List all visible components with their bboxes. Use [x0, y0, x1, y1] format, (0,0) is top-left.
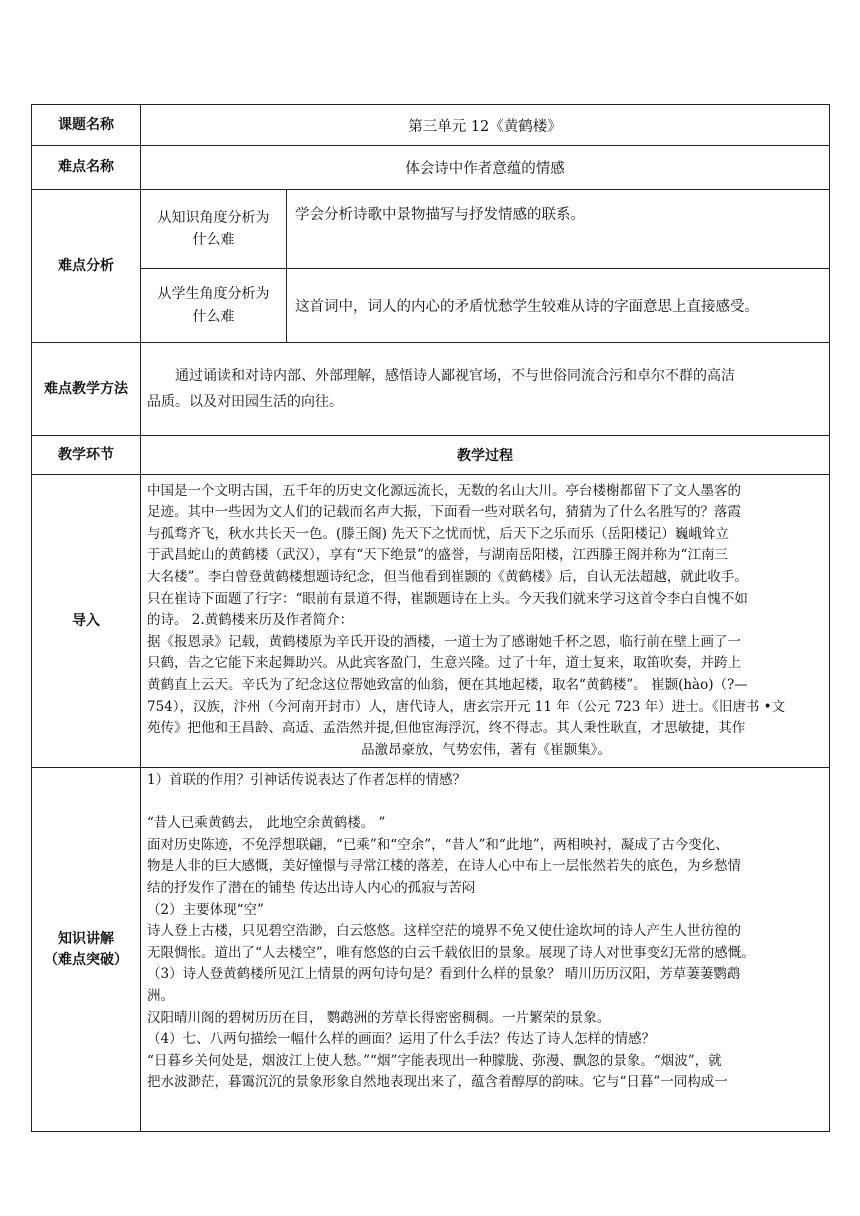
knowledge-line: （4）七、八两句描绘一幅什么样的画面？运用了什么手法？传达了诗人怎样的情感？ — [147, 1031, 656, 1048]
intro-line: 据《报恩录》记载，黄鹤楼原为辛氏开设的酒楼，一道士为了感谢她千杯之恩，临行前在壁上画了一 — [147, 633, 741, 650]
topic-label: 课题名称 — [32, 105, 141, 146]
intro-line: 黄鹤直上云天。辛氏为了纪念这位帮她致富的仙翁，便在其地起楼，取名“黄鹤楼”。 崔颢(hào)（?— — [147, 676, 748, 693]
row-topic — [32, 105, 830, 146]
analysis-student-label-line1: 从学生角度分析为 — [157, 286, 270, 303]
difficulty-name-label: 难点名称 — [32, 146, 141, 190]
method-line: 品质。以及对田园生活的向往。 — [147, 394, 343, 410]
lesson-plan-table — [31, 104, 830, 1132]
knowledge-line: 物是人非的巨大感慨，美好憧憬与寻常江楼的落差，在诗人心中布上一层怅然若失的底色，为乡愁情 — [147, 858, 741, 875]
method-value — [141, 343, 830, 436]
knowledge-line: “日暮乡关何处是，烟波江上使人愁。”“烟”字能表现出一种朦胧、弥漫、飘忽的景象。“烟波”，就 — [147, 1052, 722, 1069]
knowledge-line: （3）诗人登黄鹤楼所见江上情景的两句诗句是？看到什么样的景象？ 晴川历历汉阳，芳草萋萋鹦鹉 — [147, 966, 741, 983]
knowledge-line: 洲。 — [147, 987, 174, 1004]
knowledge-line: 1）首联的作用？引神话传说表达了作者怎样的情感？ — [147, 772, 467, 788]
topic-value: 第三单元 12《黄鹤楼》 — [141, 105, 830, 146]
row-method — [32, 343, 830, 436]
row-knowledge — [32, 768, 830, 1132]
intro-line: 754），汉族，汴州（今河南开封市）人，唐代诗人，唐玄宗开元 11 年（公元 723 年）进士。《旧唐书 •文 — [147, 698, 786, 715]
intro-line: 中国是一个文明古国，五千年的历史文化源远流长，无数的名山大川。亭台楼榭都留下了文人墨客的 — [147, 482, 741, 499]
knowledge-line: “昔人已乘黄鹤去， 此地空余黄鹤楼。 ” — [147, 815, 386, 832]
section-label: 教学环节 — [32, 436, 141, 475]
intro-label: 导入 — [32, 475, 141, 768]
difficulty-name-value: 体会诗中作者意蕴的情感 — [141, 146, 830, 190]
intro-line: 大名楼”。李白曾登黄鹤楼想题诗纪念，但当他看到崔颢的《黄鹤楼》后，自认无法超越，就此收手。 — [147, 569, 748, 586]
knowledge-line: 面对历史陈迹，不免浮想联翩，“已乘”和“空余”，“昔人”和“此地”，两相映衬，凝成了古今变化、 — [147, 836, 729, 853]
analysis-knowledge-label-line1: 从知识角度分析为 — [157, 209, 270, 226]
analysis-student-label — [141, 269, 287, 343]
intro-content — [141, 475, 830, 768]
row-analysis-knowledge — [32, 190, 830, 269]
analysis-label: 难点分析 — [32, 190, 141, 343]
intro-line: 只在崔诗下面题了行字：“眼前有景道不得，崔颢题诗在上头。今天我们就来学习这首令李白自愧不如 — [147, 590, 748, 607]
analysis-knowledge-value: 学会分析诗歌中景物描写与抒发情感的联系。 — [287, 190, 830, 269]
method-line: 通过诵读和对诗内部、外部理解，感悟诗人鄙视官场，不与世俗同流合污和卓尔不群的高洁 — [175, 368, 735, 384]
knowledge-line: 无限惆怅。道出了“人去楼空”，唯有悠悠的白云千载依旧的景象。展现了诗人对世事变幻无常的感慨。 — [147, 944, 755, 961]
knowledge-line: 把水波渺茫，暮霭沉沉的景象形象自然地表现出来了，蕴含着醇厚的韵味。它与“日暮”一同构成一 — [147, 1074, 728, 1091]
row-intro — [32, 475, 830, 768]
knowledge-content — [141, 768, 830, 1132]
intro-line: 品激昂豪放，气势宏伟，著有《崔颢集》。 — [361, 741, 611, 758]
intro-line: 的诗。 2.黄鹤楼来历及作者简介： — [147, 612, 354, 629]
intro-line: 足迹。其中一些因为文人们的记载而名声大振，下面看一些对联名句，猜猜为了什么名胜写的？落霞 — [147, 504, 741, 521]
knowledge-label-line2: （难点突破） — [44, 951, 128, 968]
knowledge-line: 汉阳晴川阁的碧树历历在目， 鹦鹉洲的芳草长得密密稠稠。一片繁荣的景象。 — [147, 1009, 611, 1026]
row-difficulty-name — [32, 146, 830, 190]
knowledge-label — [32, 768, 141, 1132]
row-section-header — [32, 436, 830, 475]
intro-line: 于武昌蛇山的黄鹤楼（武汉），享有“天下绝景”的盛誉，与湖南岳阳楼，江西滕王阁并称为“江南三 — [147, 547, 728, 564]
analysis-knowledge-label-line2: 什么难 — [192, 232, 235, 248]
analysis-student-value: 这首词中，词人的内心的矛盾忧愁学生较难从诗的字面意思上直接感受。 — [287, 269, 830, 343]
intro-line: 只鹤，告之它能下来起舞助兴。从此宾客盈门，生意兴隆。过了十年，道士复来，取笛吹奏，并跨上 — [147, 655, 741, 672]
knowledge-line: 结的抒发作了潜在的铺垫 传达出诗人内心的孤寂与苦闷 — [147, 879, 476, 896]
row-analysis-student — [32, 269, 830, 343]
analysis-knowledge-label — [141, 190, 287, 269]
analysis-student-label-line2: 什么难 — [192, 308, 235, 325]
knowledge-line: 诗人登上古楼，只见碧空浩渺，白云悠悠。这样空茫的境界不免又使仕途坎坷的诗人产生人世彷徨的 — [147, 923, 741, 940]
intro-line: 与孤骛齐飞，秋水共长天一色。(滕王阁) 先天下之忧而忧，后天下之乐而乐（岳阳楼记）巍峨耸立 — [147, 525, 729, 542]
knowledge-line: （2）主要体现“空” — [147, 901, 264, 918]
section-value: 教学过程 — [141, 436, 830, 475]
knowledge-line — [147, 792, 825, 814]
knowledge-label-line1: 知识讲解 — [58, 930, 114, 947]
intro-line: 苑传》把他和王昌龄、高适、孟浩然并提,但他宦海浮沉，终不得志。其人秉性耿直，才思敏捷，其作 — [147, 720, 746, 737]
method-label: 难点教学方法 — [32, 343, 141, 436]
